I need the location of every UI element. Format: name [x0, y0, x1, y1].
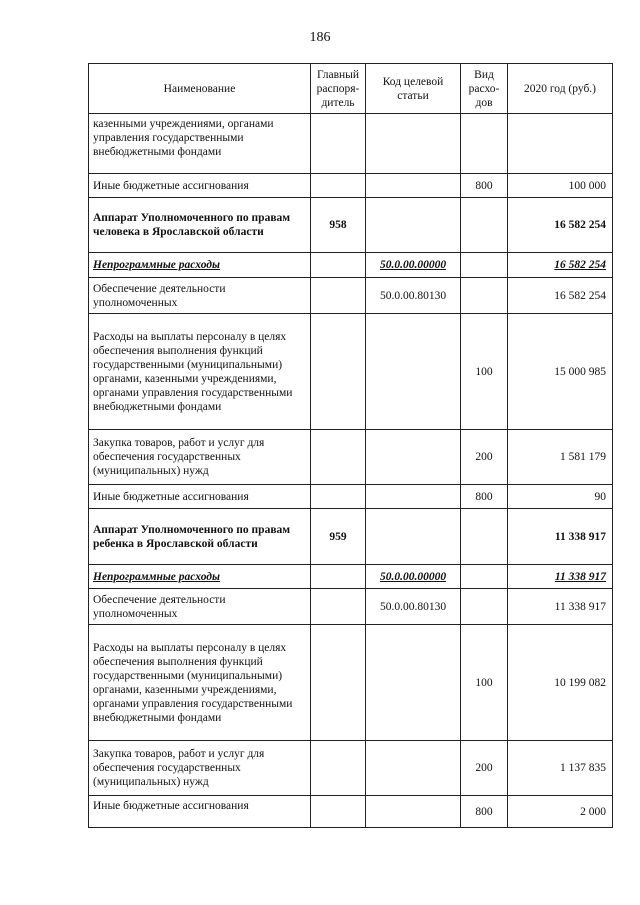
row-amount-cell: 11 338 917: [508, 565, 613, 589]
table-row: [89, 430, 613, 485]
row-amount-cell: 1 137 835: [508, 741, 613, 796]
row-code-cell: [366, 198, 461, 253]
row-ministry-cell: [311, 253, 366, 278]
row-type-cell: [461, 589, 508, 625]
row-ministry-cell: [311, 485, 366, 509]
row-ministry-cell: [311, 741, 366, 796]
table-row: [89, 625, 613, 741]
row-type-cell: [461, 253, 508, 278]
row-code-cell: [366, 314, 461, 430]
row-ministry-cell: [311, 589, 366, 625]
row-code-cell: [366, 625, 461, 741]
row-name-cell: Иные бюджетные ассигнования: [89, 174, 311, 198]
header-ministry: Главный распоря-дитель: [311, 64, 366, 114]
row-ministry-cell: [311, 796, 366, 828]
row-code-cell: 50.0.00.80130: [366, 589, 461, 625]
row-name-cell: Аппарат Уполномоченного по правам ребенка в Ярославской области: [89, 509, 311, 565]
row-type-cell: 100: [461, 625, 508, 741]
row-type-cell: 800: [461, 796, 508, 828]
row-type-cell: 800: [461, 174, 508, 198]
row-ministry-cell: [311, 314, 366, 430]
row-code-cell: 50.0.00.80130: [366, 278, 461, 314]
row-ministry-cell: 959: [311, 509, 366, 565]
row-name-cell: Закупка товаров, работ и услуг для обеспечения государственных (муниципальных) нужд: [89, 430, 311, 485]
row-code-cell: [366, 114, 461, 174]
row-amount-cell: 1 581 179: [508, 430, 613, 485]
row-name-cell: Непрограммные расходы: [89, 253, 311, 278]
row-ministry-cell: [311, 174, 366, 198]
table-row: [89, 278, 613, 314]
row-name-cell: Аппарат Уполномоченного по правам человека в Ярославской области: [89, 198, 311, 253]
table-row: [89, 589, 613, 625]
row-type-cell: [461, 198, 508, 253]
row-ministry-cell: 958: [311, 198, 366, 253]
row-amount-cell: 2 000: [508, 796, 613, 828]
table-row: [89, 796, 613, 828]
row-name-cell: Расходы на выплаты персоналу в целях обеспечения выполнения функций государственными (муниципальными) органами, казенными учреждениями, органами управления государственными внебюджетными фондами: [89, 314, 311, 430]
row-code-cell: 50.0.00.00000: [366, 565, 461, 589]
table-row: [89, 741, 613, 796]
page-number: 186: [309, 30, 331, 45]
row-amount-cell: [508, 114, 613, 174]
row-amount-cell: 10 199 082: [508, 625, 613, 741]
row-amount-cell: 11 338 917: [508, 589, 613, 625]
table-header-row: [89, 64, 613, 114]
row-ministry-cell: [311, 565, 366, 589]
row-name-cell: Иные бюджетные ассигнования: [89, 796, 311, 828]
table-row: [89, 565, 613, 589]
row-code-cell: [366, 430, 461, 485]
row-amount-cell: 16 582 254: [508, 198, 613, 253]
header-target-code: Код целевой статьи: [366, 64, 461, 114]
row-amount-cell: 16 582 254: [508, 278, 613, 314]
table-row: [89, 198, 613, 253]
row-amount-cell: 15 000 985: [508, 314, 613, 430]
row-name-cell: Иные бюджетные ассигнования: [89, 485, 311, 509]
row-type-cell: 800: [461, 485, 508, 509]
row-name-cell: Закупка товаров, работ и услуг для обеспечения государственных (муниципальных) нужд: [89, 741, 311, 796]
header-name: Наименование: [89, 64, 311, 114]
row-ministry-cell: [311, 278, 366, 314]
row-code-cell: [366, 174, 461, 198]
row-type-cell: [461, 114, 508, 174]
row-ministry-cell: [311, 625, 366, 741]
row-amount-cell: 90: [508, 485, 613, 509]
row-type-cell: 200: [461, 430, 508, 485]
row-code-cell: [366, 796, 461, 828]
row-name-cell: Обеспечение деятельности уполномоченных: [89, 589, 311, 625]
row-name-cell: Расходы на выплаты персоналу в целях обеспечения выполнения функций государственными (муниципальными) органами, казенными учреждениями, органами управления государственными внебюджетными фондами: [89, 625, 311, 741]
row-name-cell: Обеспечение деятельности уполномоченных: [89, 278, 311, 314]
header-amount: 2020 год (руб.): [508, 64, 613, 114]
row-code-cell: [366, 485, 461, 509]
table-row: [89, 485, 613, 509]
row-type-cell: [461, 278, 508, 314]
row-name-cell: Непрограммные расходы: [89, 565, 311, 589]
budget-table: [88, 63, 613, 828]
row-ministry-cell: [311, 430, 366, 485]
table-row: [89, 114, 613, 174]
row-type-cell: 100: [461, 314, 508, 430]
row-code-cell: [366, 509, 461, 565]
table-row: [89, 174, 613, 198]
row-type-cell: [461, 509, 508, 565]
row-type-cell: 200: [461, 741, 508, 796]
table-row: [89, 509, 613, 565]
row-type-cell: [461, 565, 508, 589]
row-code-cell: 50.0.00.00000: [366, 253, 461, 278]
table-row: [89, 253, 613, 278]
row-code-cell: [366, 741, 461, 796]
header-expense-type: Вид расхо-дов: [461, 64, 508, 114]
table-row: [89, 314, 613, 430]
row-amount-cell: 11 338 917: [508, 509, 613, 565]
row-ministry-cell: [311, 114, 366, 174]
row-amount-cell: 100 000: [508, 174, 613, 198]
row-amount-cell: 16 582 254: [508, 253, 613, 278]
row-name-cell: казенными учреждениями, органами управления государственными внебюджетными фондами: [89, 114, 311, 174]
